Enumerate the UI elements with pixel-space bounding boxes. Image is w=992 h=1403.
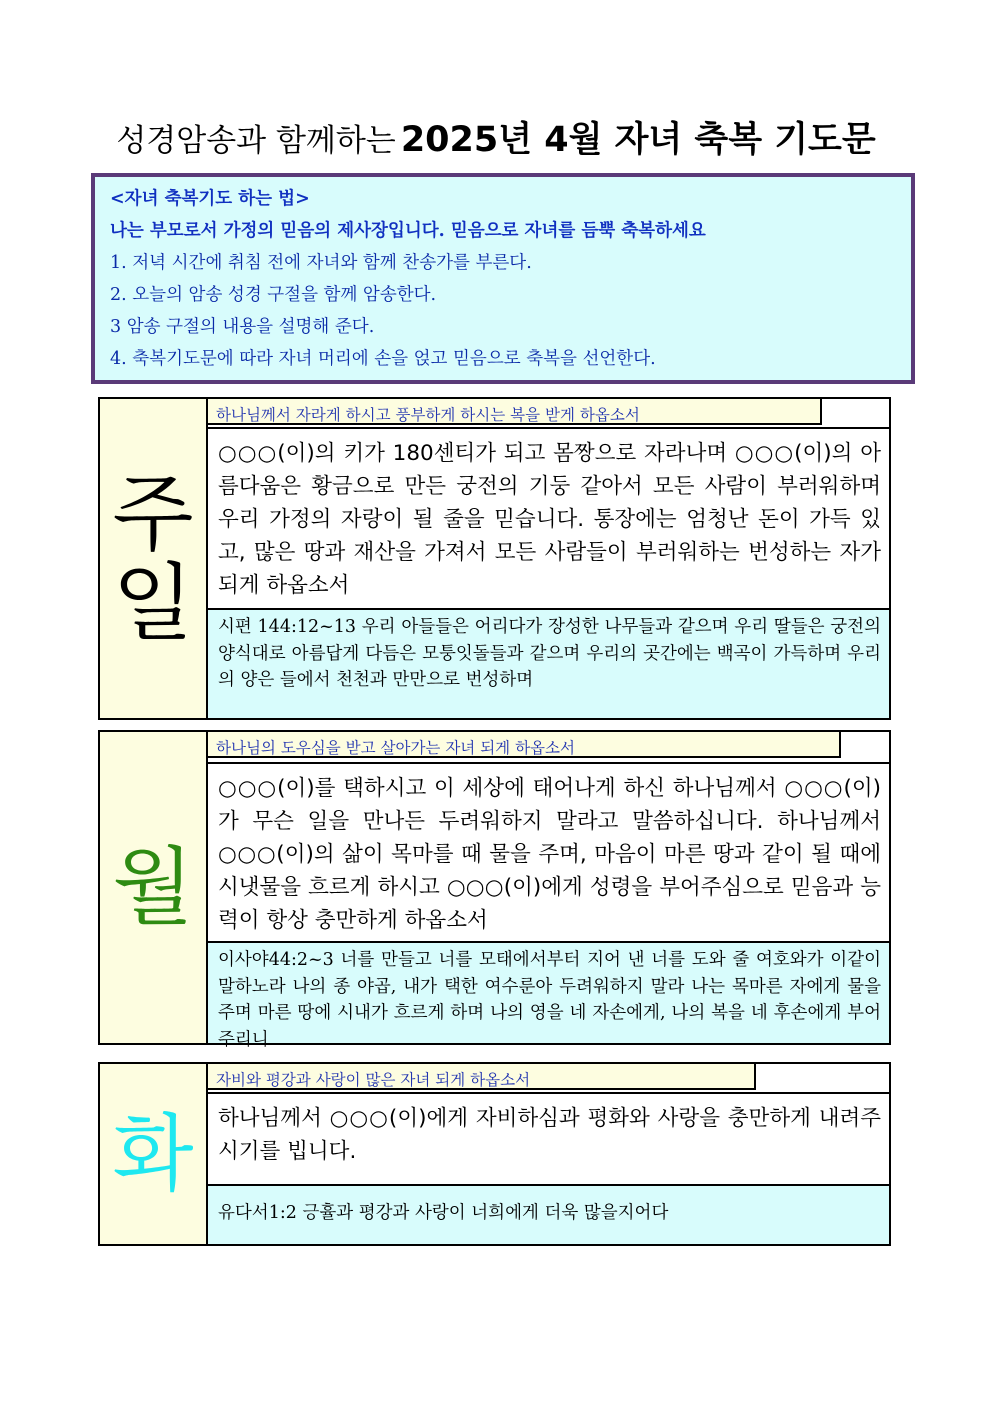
day-block-sunday <box>98 397 891 720</box>
howto-step: 1. 저녁 시간에 취침 전에 자녀와 함께 찬송가를 부른다. <box>110 253 532 273</box>
day-prayer: ○○○(이)를 택하시고 이 세상에 태어나게 하신 하나님께서 ○○○(이)가 무슨 일을 만나든 두려워하지 말라고 말씀하십니다. 하나님께서 ○○○(이)의 삶이 목마를 때 물을 주며, 마음이 마른 땅과 같이 될 때에 시냇물을 흐르게 하시고 ○○○(이)에게 성령을 부어주심으로 믿음과 능력이 항상 충만하게 하옵소서 <box>208 762 889 943</box>
day-verse: 이사야44:2~3 너를 만들고 너를 모태에서부터 지어 낸 너를 도와 줄 여호와가 이같이 말하노라 나의 종 야곱, 내가 택한 여수룬아 두려워하지 말라 나는 목마른 자에게 물을 주며 마른 땅에 시내가 흐르게 하며 나의 영을 네 자손에게, 나의 복을 네 후손에게 부어 주리니 <box>208 943 889 1043</box>
day-prayer: ○○○(이)의 키가 180센티가 되고 몸짱으로 자라나며 ○○○(이)의 아름다움은 황금으로 만든 궁전의 기둥 같아서 모든 사람이 부러워하며 우리 가정의 자랑이 될 줄을 믿습니다. 통장에는 엄청난 돈이 가득 있고, 많은 땅과 재산을 가져서 모든 사람들이 부러워하는 번성하는 자가 되게 하옵소서 <box>208 427 889 610</box>
day-label-char: 주 <box>112 465 194 564</box>
day-prayer: 하나님께서 ○○○(이)에게 자비하심과 평화와 사랑을 충만하게 내려주시기를 빕니다. <box>208 1092 889 1186</box>
howto-step: 2. 오늘의 암송 성경 구절을 함께 암송한다. <box>110 285 437 305</box>
day-topic: 하나님의 도우심을 받고 살아가는 자녀 되게 하옵소서 <box>208 730 841 758</box>
day-block-monday <box>98 730 891 1050</box>
day-topic: 하나님께서 자라게 하시고 풍부하게 하시는 복을 받게 하옵소서 <box>208 397 822 425</box>
day-verse: 시편 144:12~13 우리 아들들은 어리다가 장성한 나무들과 같으며 우리 딸들은 궁전의 양식대로 아름답게 다듬은 모퉁잇돌들과 같으며 우리의 곳간에는 백곡이 가득하며 우리의 양은 들에서 천천과 만만으로 번성하며 <box>208 610 889 718</box>
day-topic: 자비와 평강과 사랑이 많은 자녀 되게 하옵소서 <box>208 1062 756 1090</box>
howto-heading: <자녀 축복기도 하는 법> <box>110 189 310 209</box>
day-label <box>100 1064 208 1244</box>
day-block-tuesday <box>98 1062 891 1246</box>
day-label-char: 일 <box>112 553 194 652</box>
title-prefix: 성경암송과 함께하는 <box>116 123 396 159</box>
howto-intro: 나는 부모로서 가정의 믿음의 제사장입니다. 믿음으로 자녀를 듬뿍 축복하세요 <box>110 221 706 241</box>
howto-step: 3 암송 구절의 내용을 설명해 준다. <box>110 317 375 337</box>
howto-box <box>91 173 915 384</box>
day-label <box>100 399 208 718</box>
day-verse: 유다서1:2 긍휼과 평강과 사랑이 너희에게 더욱 많을지어다 <box>208 1186 889 1244</box>
page-title <box>90 112 902 162</box>
day-label-char: 화 <box>112 1104 194 1203</box>
howto-step: 4. 축복기도문에 따라 자녀 머리에 손을 얹고 믿음으로 축복을 선언한다. <box>110 349 656 369</box>
day-label-char: 월 <box>112 838 194 937</box>
day-label <box>100 732 208 1043</box>
title-main: 2025년 4월 자녀 축복 기도문 <box>400 120 876 160</box>
